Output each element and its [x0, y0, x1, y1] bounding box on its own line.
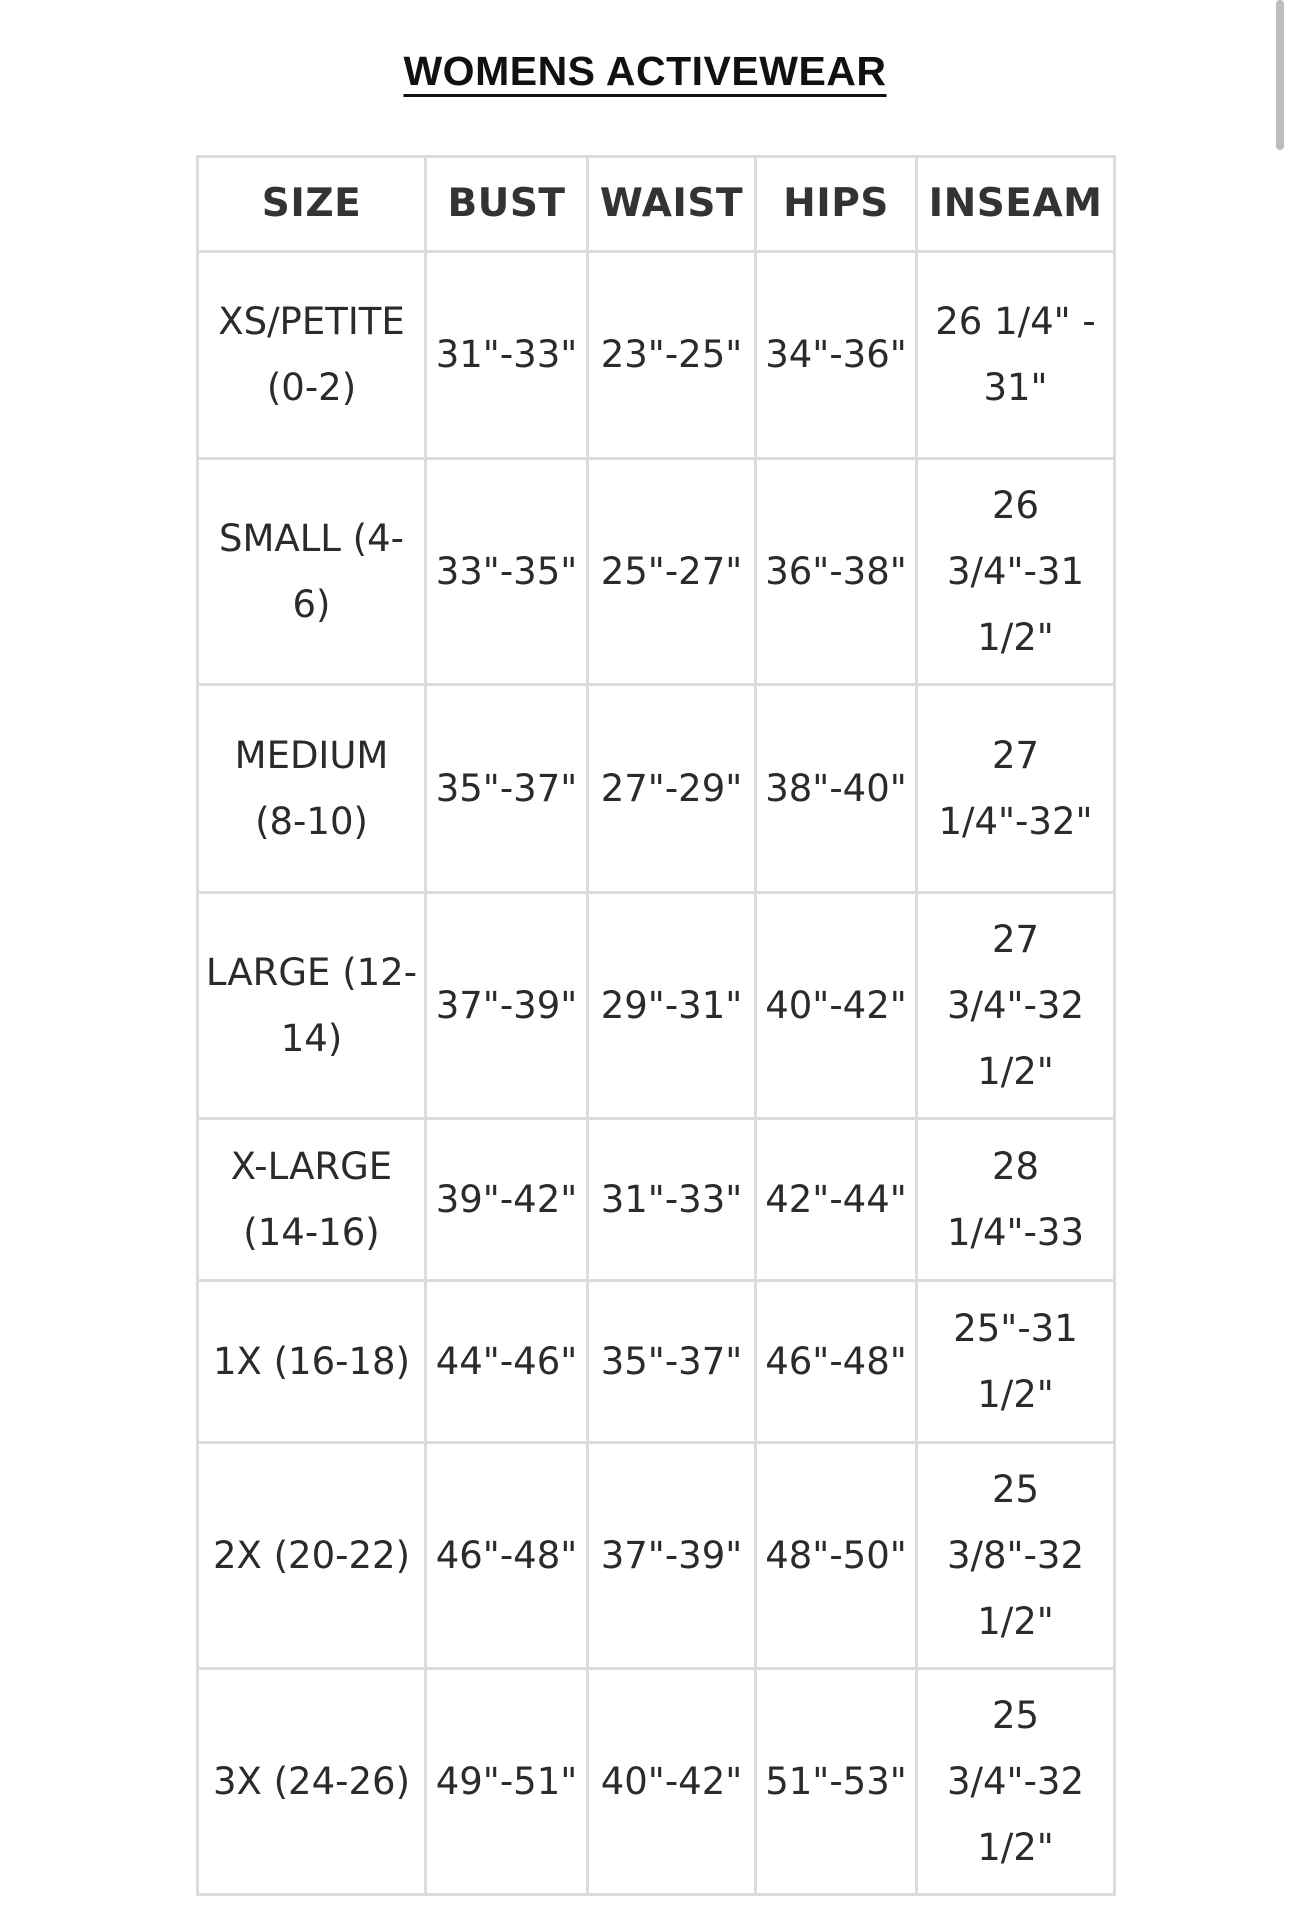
size-cell: XS/PETITE (0-2) [198, 252, 426, 459]
inseam-cell: 27 1/4"-32" [917, 685, 1115, 893]
waist-cell: 40"-42" [588, 1669, 756, 1895]
waist-cell: 37"-39" [588, 1443, 756, 1669]
size-cell: 2X (20-22) [198, 1443, 426, 1669]
table-row [198, 252, 1115, 459]
bust-cell: 44"-46" [426, 1281, 588, 1443]
size-cell: 1X (16-18) [198, 1281, 426, 1443]
scrollbar[interactable] [1276, 0, 1284, 150]
bust-cell: 49"-51" [426, 1669, 588, 1895]
header-hips: HIPS [756, 157, 917, 252]
waist-cell: 25"-27" [588, 459, 756, 685]
table-row [198, 685, 1115, 893]
size-cell: SMALL (4-6) [198, 459, 426, 685]
waist-cell: 29"-31" [588, 893, 756, 1119]
inseam-cell: 25 3/4"-32 1/2" [917, 1669, 1115, 1895]
table-row [198, 1443, 1115, 1669]
hips-cell: 38"-40" [756, 685, 917, 893]
bust-cell: 33"-35" [426, 459, 588, 685]
waist-cell: 27"-29" [588, 685, 756, 893]
waist-cell: 23"-25" [588, 252, 756, 459]
inseam-cell: 27 3/4"-32 1/2" [917, 893, 1115, 1119]
inseam-cell: 25"-31 1/2" [917, 1281, 1115, 1443]
bust-cell: 39"-42" [426, 1119, 588, 1281]
waist-cell: 31"-33" [588, 1119, 756, 1281]
table-header-row [198, 157, 1115, 252]
inseam-cell: 25 3/8"-32 1/2" [917, 1443, 1115, 1669]
page-title [0, 48, 1290, 95]
header-bust: BUST [426, 157, 588, 252]
page-title-text: WOMENS ACTIVEWEAR [403, 48, 887, 94]
table-row [198, 1119, 1115, 1281]
size-chart-table [196, 155, 1116, 1896]
header-waist: WAIST [588, 157, 756, 252]
hips-cell: 42"-44" [756, 1119, 917, 1281]
hips-cell: 36"-38" [756, 459, 917, 685]
header-size: SIZE [198, 157, 426, 252]
size-cell: X-LARGE (14-16) [198, 1119, 426, 1281]
size-cell: 3X (24-26) [198, 1669, 426, 1895]
bust-cell: 46"-48" [426, 1443, 588, 1669]
inseam-cell: 26 1/4" - 31" [917, 252, 1115, 459]
hips-cell: 51"-53" [756, 1669, 917, 1895]
table-row [198, 1281, 1115, 1443]
hips-cell: 48"-50" [756, 1443, 917, 1669]
inseam-cell: 26 3/4"-31 1/2" [917, 459, 1115, 685]
hips-cell: 40"-42" [756, 893, 917, 1119]
table-row [198, 459, 1115, 685]
inseam-cell: 28 1/4"-33 [917, 1119, 1115, 1281]
waist-cell: 35"-37" [588, 1281, 756, 1443]
hips-cell: 46"-48" [756, 1281, 917, 1443]
header-inseam: INSEAM [917, 157, 1115, 252]
table-row [198, 893, 1115, 1119]
size-cell: LARGE (12-14) [198, 893, 426, 1119]
size-cell: MEDIUM (8-10) [198, 685, 426, 893]
table-row [198, 1669, 1115, 1895]
hips-cell: 34"-36" [756, 252, 917, 459]
bust-cell: 37"-39" [426, 893, 588, 1119]
bust-cell: 35"-37" [426, 685, 588, 893]
bust-cell: 31"-33" [426, 252, 588, 459]
